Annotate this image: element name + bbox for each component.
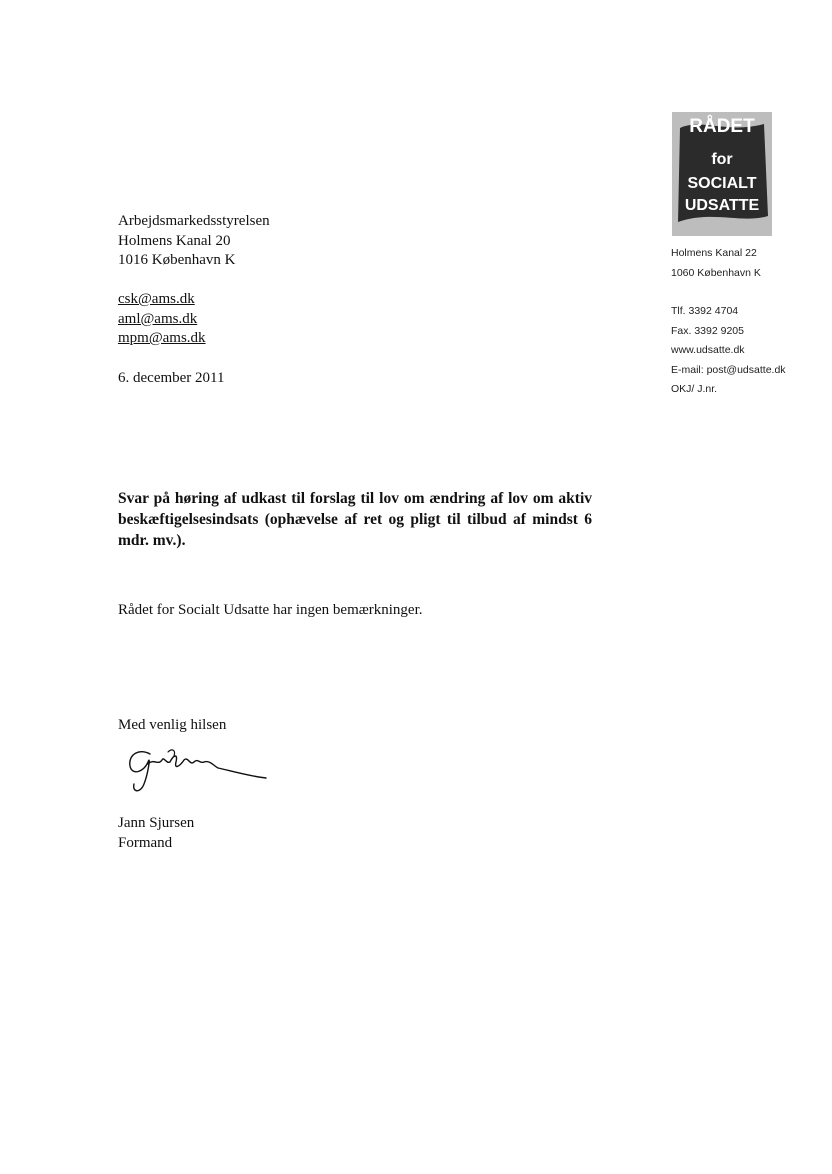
recipient-name: Arbejdsmarkedsstyrelsen	[118, 213, 270, 229]
letter-closing: Med venlig hilsen	[118, 717, 227, 733]
signer-title: Formand	[118, 834, 173, 851]
recipient-city: 1016 København K	[118, 252, 236, 268]
logo-text-line-4: UDSATTE	[684, 197, 760, 214]
org-phone: Tlf. 3392 4704	[671, 305, 739, 317]
org-address-line2: 1060 København K	[671, 266, 761, 279]
org-email: E-mail: post@udsatte.dk	[671, 363, 786, 376]
organization-contact-info	[671, 244, 786, 400]
organization-logo	[672, 112, 772, 236]
signer-block	[118, 814, 194, 853]
logo-text-line-2: for	[711, 151, 733, 168]
recipient-address	[118, 212, 270, 271]
letter-subject: Svar på høring af udkast til forslag til lov om ændring af lov om aktiv beskæftigelsesindsats (ophævelse af ret og pligt til tilbud af mindst 6 mdr. mv.).	[118, 490, 592, 549]
org-reference: OKJ/ J.nr.	[671, 383, 718, 395]
handwritten-signature	[118, 740, 278, 800]
email-link-csk[interactable]: csk@ams.dk	[118, 291, 195, 307]
email-link-aml[interactable]: aml@ams.dk	[118, 310, 198, 327]
letter-body: Rådet for Socialt Udsatte har ingen bemærkninger.	[118, 602, 423, 618]
recipient-email-list	[118, 290, 206, 349]
recipient-street: Holmens Kanal 20	[118, 232, 231, 249]
logo-text-line-3: SOCIALT	[687, 175, 757, 192]
signer-name: Jann Sjursen	[118, 815, 195, 831]
letter-date: 6. december 2011	[118, 370, 225, 386]
email-link-mpm[interactable]: mpm@ams.dk	[118, 330, 206, 346]
logo-text-line-1: RÅDET	[689, 116, 755, 137]
org-address-line1: Holmens Kanal 22	[671, 247, 757, 259]
org-fax: Fax. 3392 9205	[671, 324, 744, 337]
org-website: www.udsatte.dk	[671, 344, 745, 356]
